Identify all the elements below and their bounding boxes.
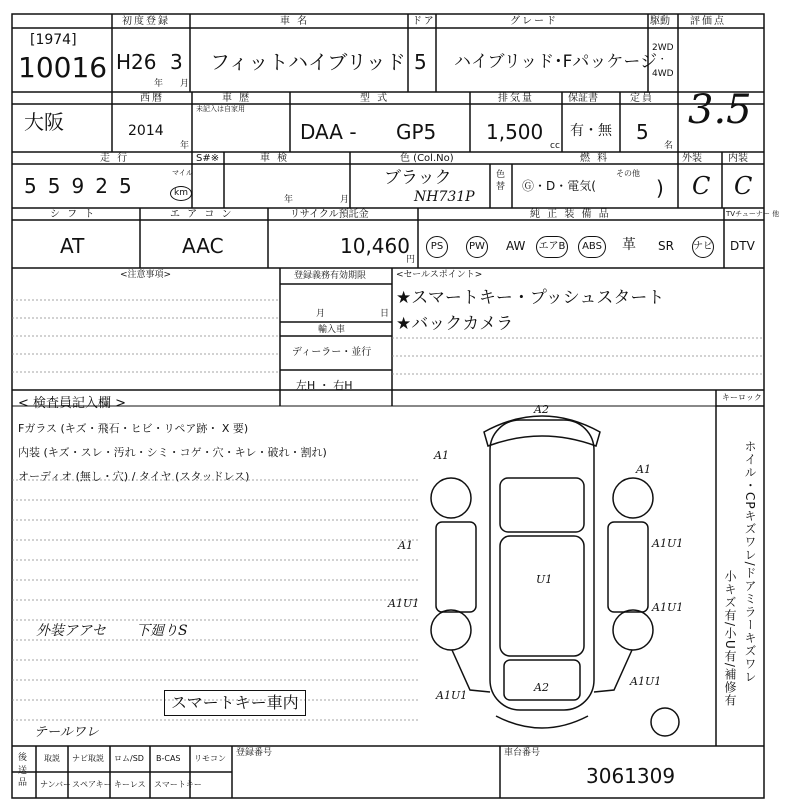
footer-cell: ロム/SD — [114, 754, 144, 763]
capacity-mark: 名 — [664, 141, 674, 151]
mileage-label: 走 行 — [100, 153, 130, 164]
side-legend-2: 小キズ有/小U有/補修有 — [723, 570, 737, 707]
equip-dtv: DTV — [730, 239, 755, 253]
warranty-value: 有・無 — [570, 123, 612, 139]
smartkey-stamp: スマートキー車内 — [164, 690, 306, 716]
equip-airbag-label: エアB — [536, 236, 568, 258]
car-name-label: 車 名 — [280, 16, 310, 27]
equip-aw: AW — [506, 239, 526, 253]
footer-label: 後 送 品 — [18, 753, 28, 789]
equip-pw — [466, 236, 488, 258]
km-unit: km — [170, 186, 192, 201]
mileage-digit: 9 — [71, 174, 96, 198]
mileage-digit: 2 — [95, 174, 119, 198]
shaken-label: 車 検 — [260, 153, 290, 164]
car-name: フィットハイブリッド — [210, 50, 406, 74]
chassis-number-label: 車台番号 — [504, 748, 541, 758]
expiry-day-mark: 日 — [380, 309, 390, 319]
grade-label: グレード — [510, 16, 558, 27]
fuel-label: 燃 料 — [580, 153, 610, 164]
equip-ps — [426, 236, 448, 258]
aircon-value: AAC — [182, 234, 224, 258]
steering-side: 左H ・ 右H — [296, 379, 353, 392]
year-mark: 年 — [154, 79, 164, 89]
fuel-value: Ⓖ・D・電気( — [522, 179, 596, 193]
model-year: 2014 — [128, 123, 164, 139]
capacity: 5 — [636, 120, 649, 144]
lot-year: [1974] — [30, 32, 77, 48]
sales-points-label: <セールスポイント> — [396, 270, 483, 280]
aircon-label: エ ア コ ン — [170, 209, 234, 220]
shift-label: シ フ ト — [50, 209, 97, 220]
mileage-digit: 5 — [24, 174, 48, 198]
caution-label: <注意事項> — [120, 270, 172, 280]
expiry-month-mark: 月 — [316, 309, 326, 319]
equip-leather: 革 — [622, 237, 636, 253]
equip-pw-label: PW — [466, 236, 488, 258]
sales-point: ★スマートキー・プッシュスタート — [396, 288, 665, 308]
fuel-close: ) — [656, 176, 664, 200]
handwritten-note: 外装アアセ — [36, 623, 106, 639]
eval-label: 評価点 — [690, 16, 726, 27]
color-code: NH731P — [414, 189, 475, 205]
mile-unit: マイル — [172, 169, 193, 177]
footer-cell: B-CAS — [156, 754, 181, 763]
bottom-note: テールワレ — [34, 725, 99, 740]
s-label: S#※ — [196, 153, 220, 164]
lot-number: 10016 — [18, 51, 108, 84]
door-label: ドア — [412, 16, 436, 27]
shift-value: AT — [60, 234, 85, 258]
recycle-label: リサイクル預託金 — [290, 209, 369, 220]
handwritten-note: 下廻りS — [136, 623, 188, 639]
displacement: 1,500 — [486, 120, 544, 144]
exterior-grade: C — [692, 172, 711, 200]
footer-cell: 取説 — [44, 754, 60, 763]
model-prefix: DAA - — [300, 120, 357, 144]
mileage-digit: 5 — [47, 174, 72, 198]
inspection-label: < 検査員記入欄 > — [18, 396, 127, 411]
mileage-digits — [24, 176, 143, 196]
damage-mark: U1 — [536, 573, 553, 586]
sales-point: ★バックカメラ — [396, 314, 514, 334]
shaken-month-mark: 月 — [340, 195, 350, 205]
warranty-label: 保証書 — [568, 93, 598, 104]
color-change-label: 色 替 — [496, 170, 506, 192]
drive-2wd: 2WD — [652, 43, 674, 53]
region: 大阪 — [24, 110, 64, 134]
capacity-label: 定員 — [630, 93, 654, 104]
reg-number-label: 登録番号 — [236, 748, 273, 758]
drive-label: 駆動 — [650, 16, 670, 27]
inspection-line: オーディオ (無し・穴) / タイヤ (スタッドレス) — [18, 470, 250, 483]
damage-mark: A1 — [398, 539, 413, 552]
equip-ps-label: PS — [426, 236, 448, 258]
equip-abs-label: ABS — [578, 236, 606, 258]
side-legend: ホイル・CPキズワレ/ドアミラーキズワレ — [743, 440, 757, 684]
first-reg-label: 初度登録 — [122, 16, 170, 27]
reg-expiry-label: 登録義務有効期限 — [294, 271, 367, 281]
color-label: 色 (Col.No) — [400, 153, 454, 164]
yen-unit: 円 — [406, 255, 416, 265]
month-mark: 月 — [180, 79, 190, 89]
damage-mark: A1U1 — [652, 537, 684, 550]
equip-abs — [578, 236, 606, 258]
keylock-label: キーロック — [722, 393, 762, 402]
exterior-label: 外装 — [682, 153, 702, 164]
footer-cell: スペアキー — [72, 780, 112, 789]
damage-mark: A1 — [636, 463, 651, 476]
drive-4wd: 4WD — [652, 69, 674, 79]
model-label: 型 式 — [360, 93, 390, 104]
door-count: 5 — [414, 50, 427, 74]
equip-sr: SR — [658, 239, 674, 253]
cc-unit: cc — [550, 141, 560, 151]
damage-mark: A1 — [434, 449, 449, 462]
model-code: GP5 — [396, 120, 437, 144]
damage-mark: A1U1 — [436, 689, 468, 702]
inspection-line: 内装 (キズ・スレ・汚れ・シミ・コゲ・穴・キレ・破れ・割れ) — [18, 446, 327, 459]
seireki-label: 西暦 — [140, 93, 164, 104]
equipment-label: 純 正 装 備 品 — [530, 209, 611, 220]
chassis-number: 3061309 — [586, 764, 676, 788]
damage-mark: A2 — [534, 681, 549, 694]
damage-mark: A1U1 — [630, 675, 662, 688]
era-year: H26 — [116, 50, 157, 74]
footer-cell: リモコン — [194, 754, 226, 763]
shaken-year-mark: 年 — [284, 195, 294, 205]
footer-cell: ナンバー — [40, 780, 72, 789]
reg-month: 3 — [170, 50, 183, 74]
import-label: 輸入車 — [318, 325, 346, 335]
chassis-note: 未記入は自家用 — [196, 105, 245, 113]
color-name: ブラック — [384, 168, 452, 188]
interior-label: 内装 — [728, 153, 748, 164]
grade: ハイブリッド･Fパッケージ — [454, 52, 658, 72]
equip-navi-label: ナビ — [692, 236, 714, 258]
fuel-other: その他 — [616, 169, 640, 178]
recycle-value: 10,460 — [340, 234, 410, 258]
interior-grade: C — [734, 172, 753, 200]
import-dealer: ディーラー・並行 — [292, 347, 372, 358]
tuner-label: TVチューナー 他 — [726, 210, 780, 218]
footer-cell: キーレス — [114, 780, 146, 789]
displacement-label: 排気量 — [498, 93, 534, 104]
mileage-digit: 5 — [118, 174, 143, 198]
drive-dot: ･ — [660, 55, 665, 65]
chassis-label: 車 歴 — [222, 93, 252, 104]
equip-navi — [692, 236, 714, 258]
damage-mark: A2 — [534, 403, 549, 416]
footer-cell: スマートキー — [154, 780, 202, 789]
equip-airbag — [536, 236, 568, 258]
model-year-mark: 年 — [180, 141, 190, 151]
footer-cell: ナビ取説 — [72, 754, 104, 763]
damage-mark: A1U1 — [652, 601, 684, 614]
eval-score: 3.5 — [688, 87, 752, 133]
damage-mark: A1U1 — [388, 597, 420, 610]
inspection-line: Fガラス (キズ・飛石・ヒビ・リペア跡・ X 要) — [18, 422, 249, 435]
